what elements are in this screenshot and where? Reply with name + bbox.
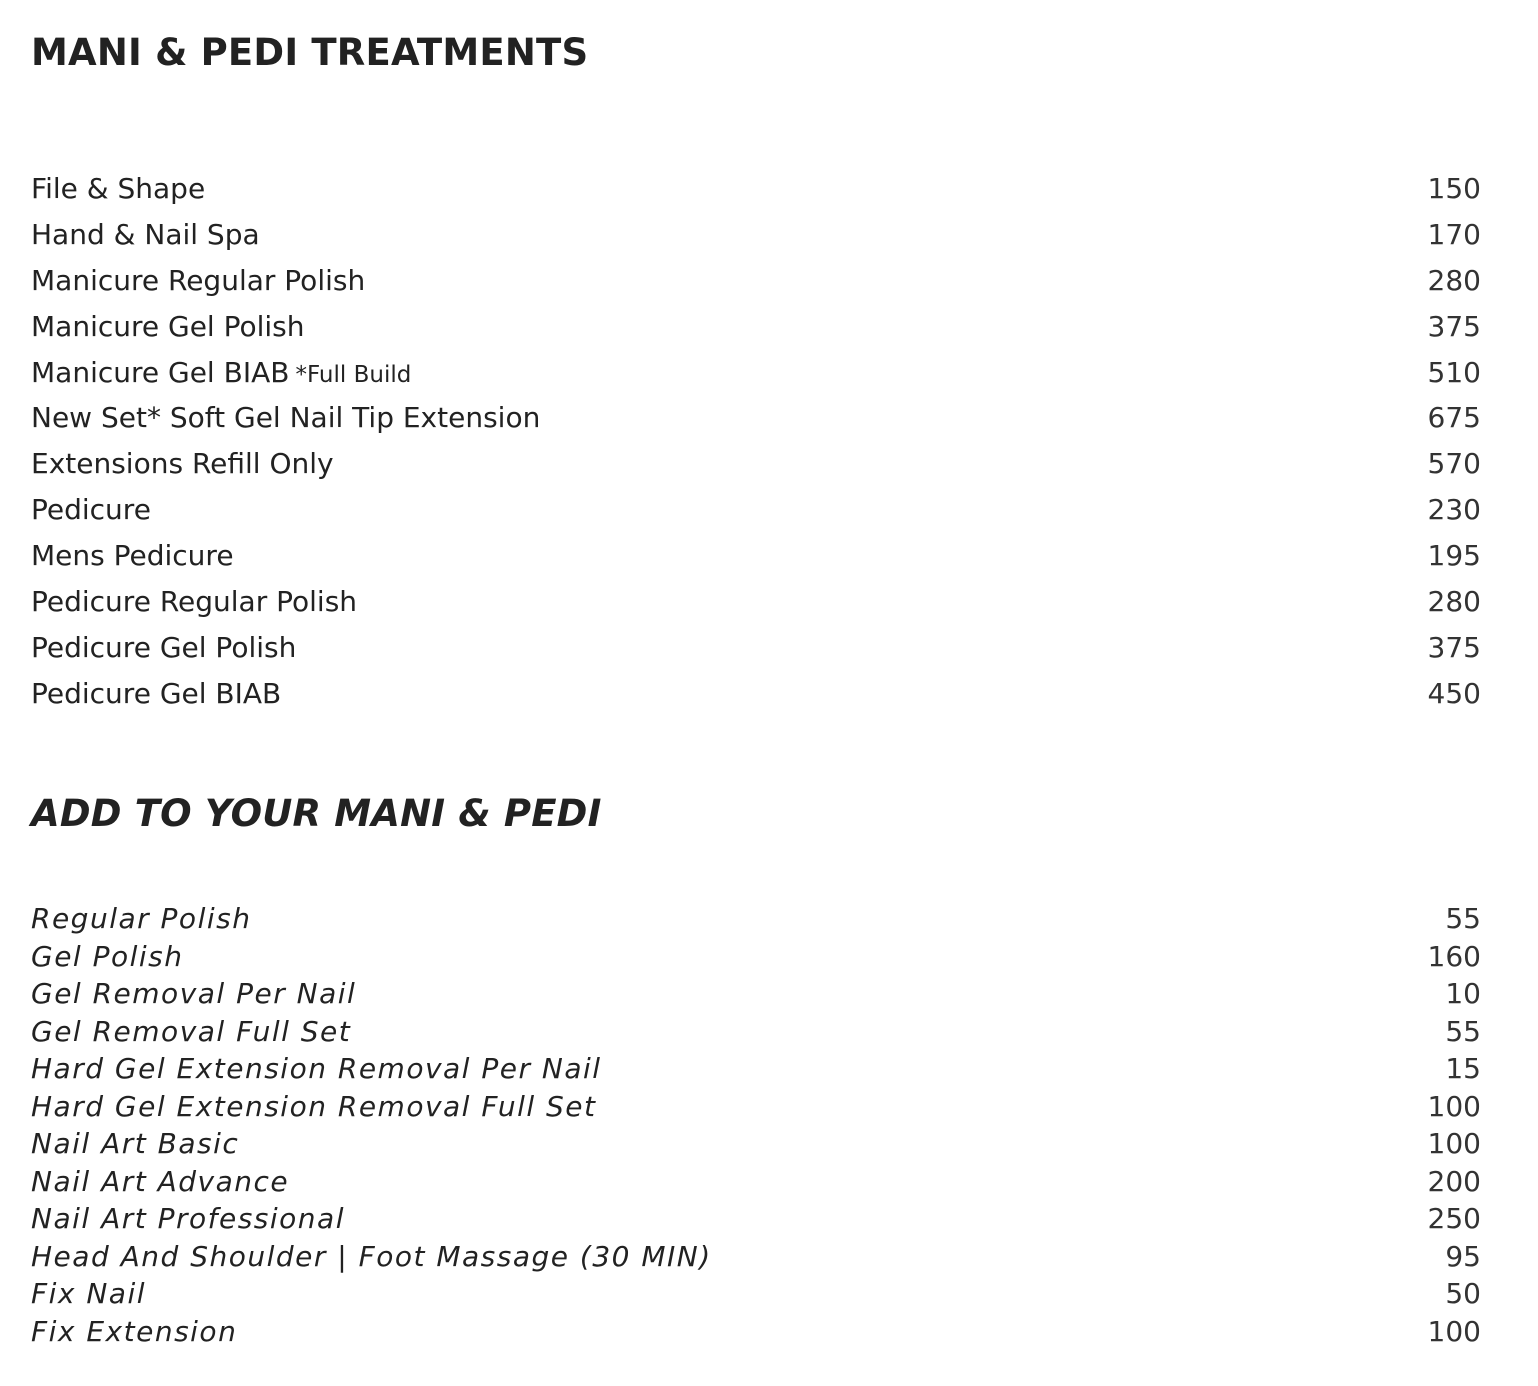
addon-price: 10 — [1445, 977, 1481, 1011]
treatment-price: 170 — [1427, 217, 1481, 251]
addon-price: 100 — [1427, 1315, 1481, 1349]
addon-item — [31, 1315, 1481, 1353]
addon-price: 100 — [1427, 1127, 1481, 1161]
section-title-treatments: MANI & PEDI TREATMENTS — [31, 31, 589, 74]
addon-name: Nail Art Advance — [31, 1164, 290, 1198]
treatment-item — [31, 264, 1481, 310]
addon-price: 50 — [1445, 1277, 1481, 1311]
treatment-item — [31, 447, 1481, 493]
treatment-name: Manicure Gel Polish — [31, 309, 305, 343]
addon-item — [31, 1127, 1481, 1165]
treatment-name: Mens Pedicure — [31, 539, 234, 573]
treatment-price: 375 — [1427, 630, 1481, 664]
addon-item — [31, 1090, 1481, 1128]
treatment-note: *Full Build — [295, 361, 412, 388]
addon-name: Fix Extension — [31, 1315, 238, 1349]
treatment-name: Pedicure Gel Polish — [31, 630, 297, 664]
addon-price: 250 — [1427, 1202, 1481, 1236]
treatment-item — [31, 585, 1481, 631]
treatment-price: 510 — [1427, 355, 1481, 389]
addon-item — [31, 1277, 1481, 1315]
addon-price: 55 — [1445, 902, 1481, 935]
addon-item — [31, 940, 1481, 978]
addon-price: 200 — [1427, 1164, 1481, 1198]
addon-name: Hard Gel Extension Removal Per Nail — [31, 1052, 602, 1086]
addon-price: 95 — [1445, 1239, 1481, 1273]
addons-list — [31, 902, 1481, 1353]
addon-name: Gel Removal Full Set — [31, 1014, 352, 1048]
addon-name: Head And Shoulder | Foot Massage (30 MIN) — [31, 1239, 712, 1273]
addon-item — [31, 1165, 1481, 1203]
addon-price: 100 — [1427, 1089, 1481, 1123]
treatment-price: 150 — [1427, 172, 1481, 205]
treatment-item — [31, 172, 1481, 218]
treatment-name: Pedicure Regular Polish — [31, 585, 358, 619]
section-title-addons: ADD TO YOUR MANI & PEDI — [31, 792, 602, 835]
addon-name: Gel Polish — [31, 939, 184, 973]
treatment-item — [31, 401, 1481, 447]
treatment-price: 675 — [1427, 401, 1481, 435]
treatment-item — [31, 218, 1481, 264]
treatment-price: 230 — [1427, 493, 1481, 527]
treatment-item — [31, 310, 1481, 356]
addon-name: Nail Art Basic — [31, 1127, 240, 1161]
treatments-list — [31, 172, 1481, 723]
addon-item — [31, 1052, 1481, 1090]
treatment-item — [31, 493, 1481, 539]
addon-item — [31, 1015, 1481, 1053]
treatment-item — [31, 539, 1481, 585]
treatment-price: 195 — [1427, 539, 1481, 573]
addon-item — [31, 977, 1481, 1015]
addon-item — [31, 1202, 1481, 1240]
treatment-name: New Set* Soft Gel Nail Tip Extension — [31, 401, 541, 435]
addon-name: Regular Polish — [31, 902, 252, 935]
addon-price: 55 — [1445, 1014, 1481, 1048]
treatment-price: 375 — [1427, 309, 1481, 343]
treatment-name: Hand & Nail Spa — [31, 217, 260, 251]
treatment-name: Pedicure Gel BIAB — [31, 676, 282, 710]
treatment-item — [31, 677, 1481, 723]
addon-price: 15 — [1445, 1052, 1481, 1086]
treatment-name: File & Shape — [31, 172, 206, 205]
addon-item — [31, 1240, 1481, 1278]
treatment-name: Manicure Regular Polish — [31, 263, 366, 297]
treatment-name: Manicure Gel BIAB — [31, 355, 290, 389]
treatment-item — [31, 356, 1481, 402]
treatment-name: Extensions Refill Only — [31, 447, 334, 481]
treatment-item — [31, 631, 1481, 677]
addon-name: Nail Art Professional — [31, 1202, 345, 1236]
addon-name: Fix Nail — [31, 1277, 147, 1311]
addon-name: Hard Gel Extension Removal Full Set — [31, 1089, 597, 1123]
addon-name: Gel Removal Per Nail — [31, 977, 357, 1011]
treatment-name: Pedicure — [31, 493, 151, 527]
treatment-price: 280 — [1427, 585, 1481, 619]
treatment-price: 570 — [1427, 447, 1481, 481]
addon-price: 160 — [1427, 939, 1481, 973]
treatment-price: 280 — [1427, 263, 1481, 297]
treatment-price: 450 — [1427, 676, 1481, 710]
addon-item — [31, 902, 1481, 940]
